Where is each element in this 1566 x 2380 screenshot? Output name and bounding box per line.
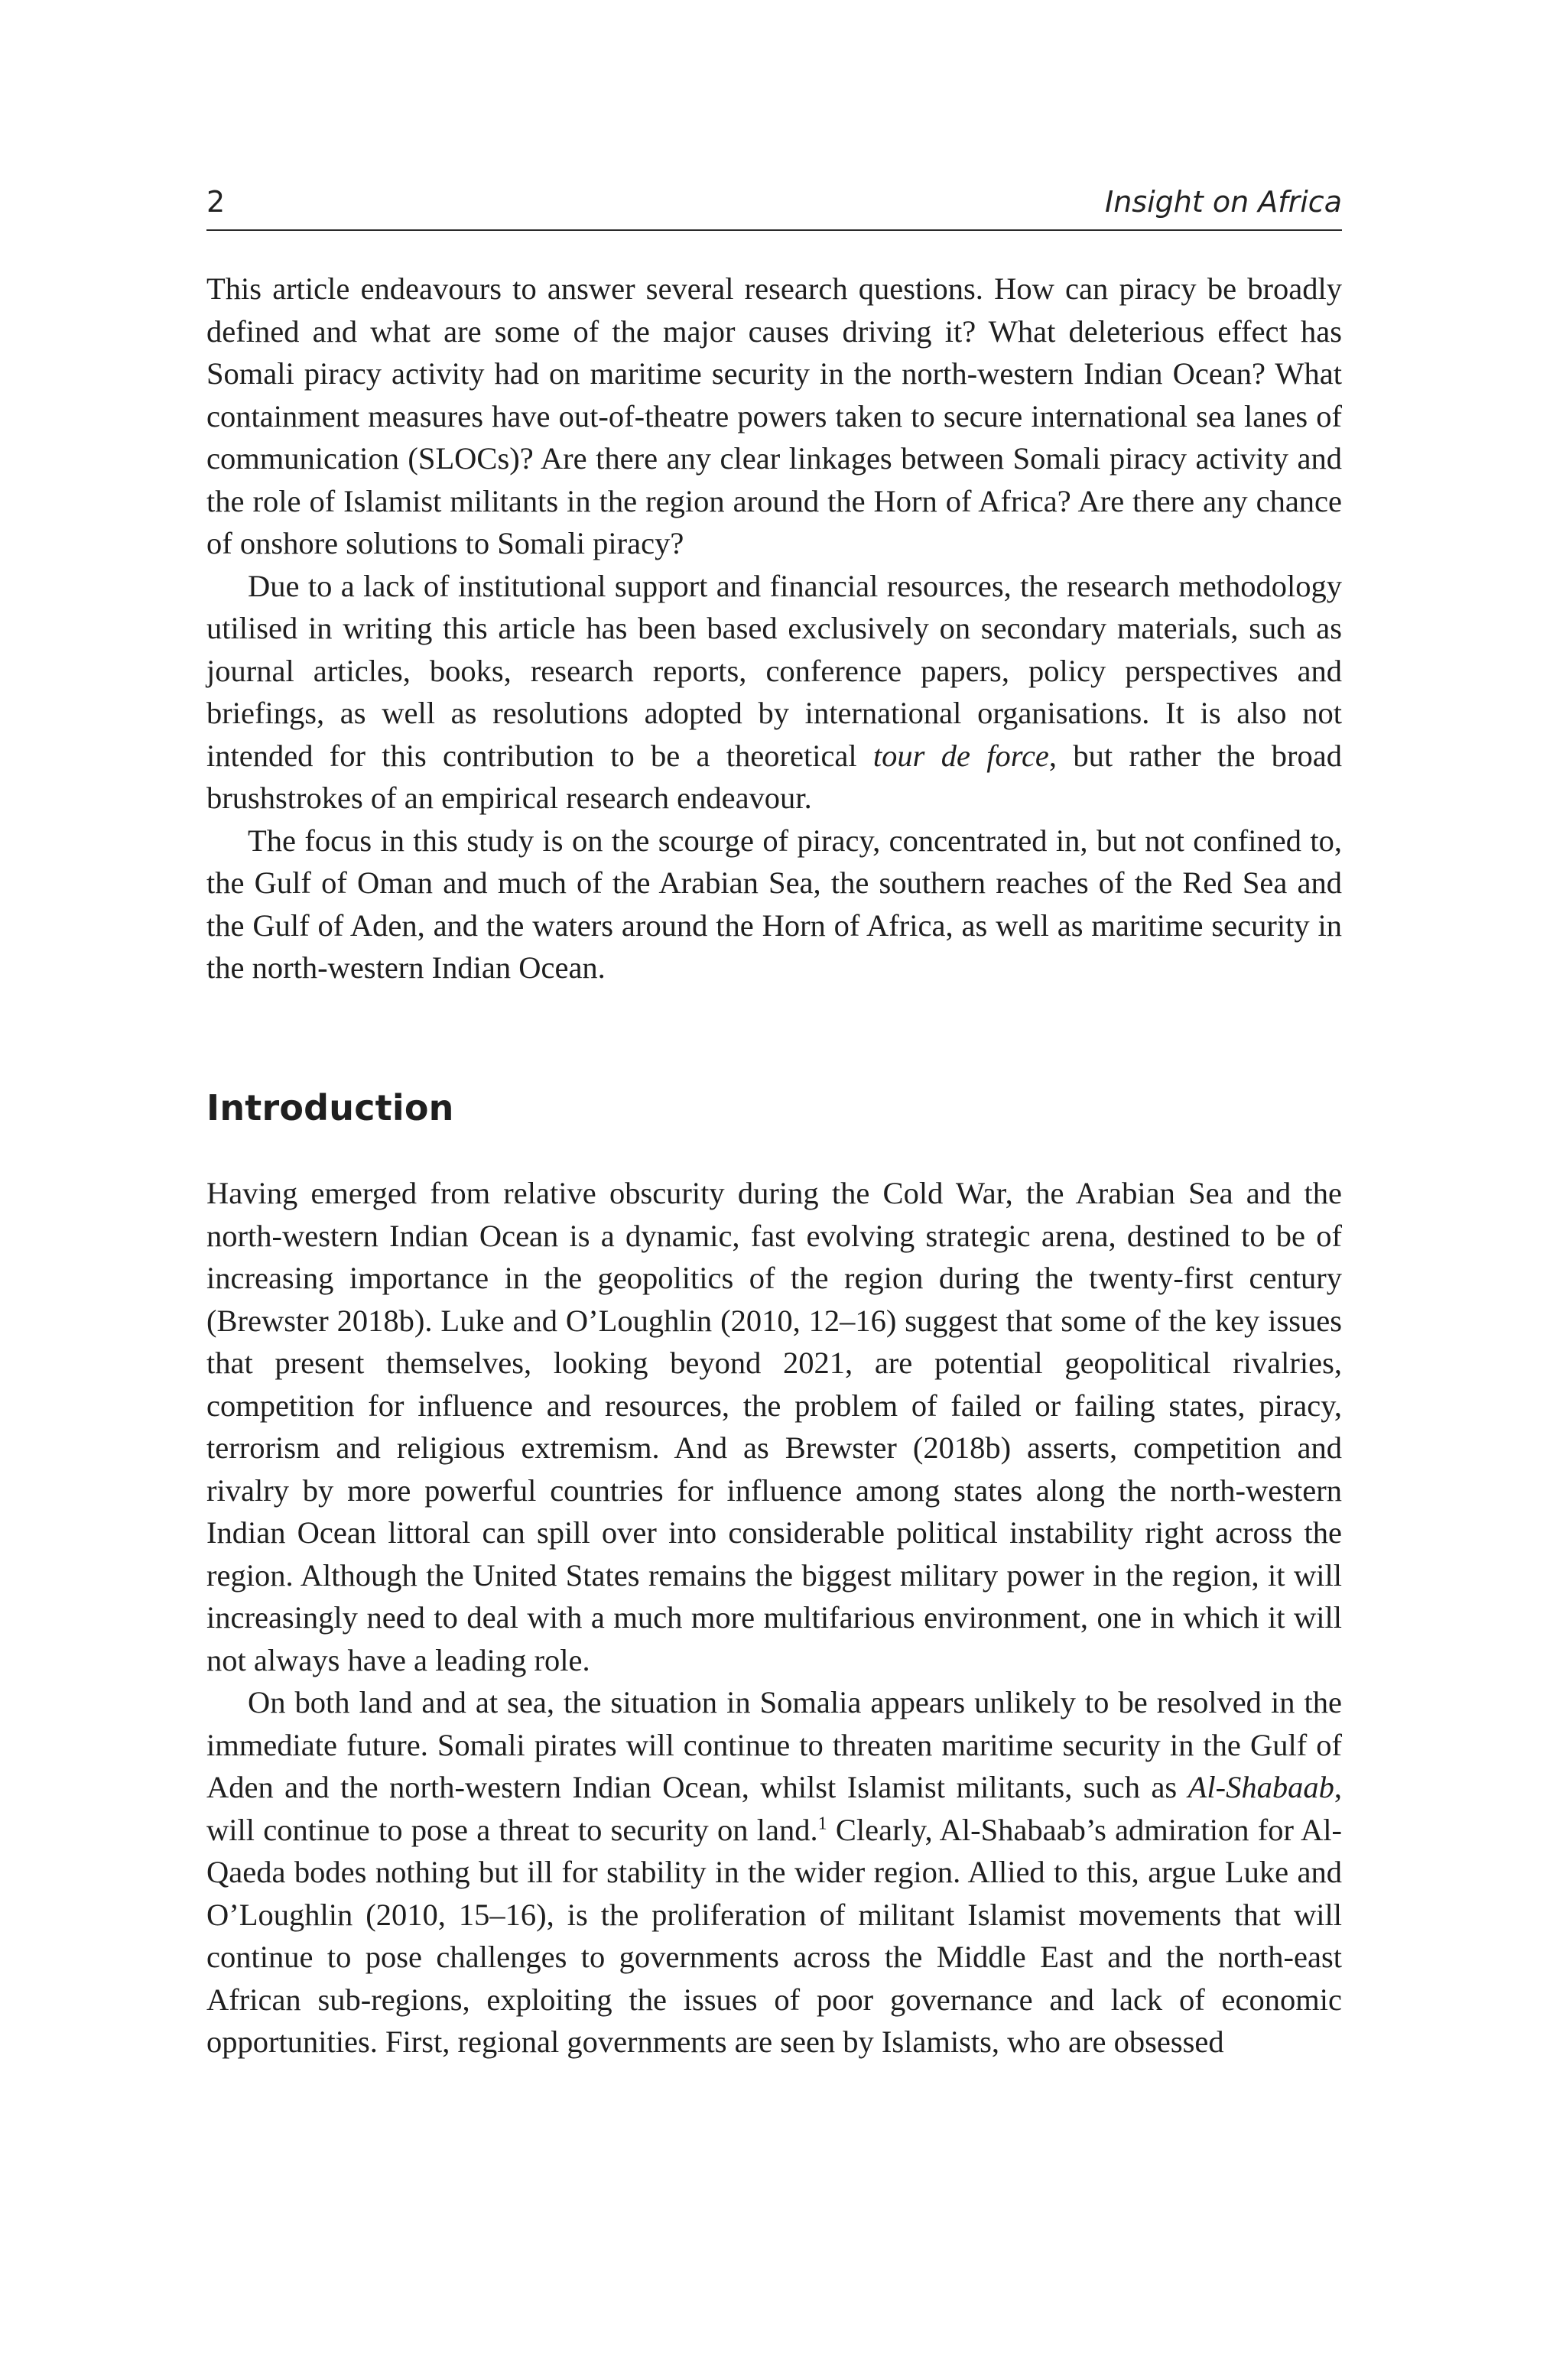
running-header xyxy=(206,183,1342,231)
intro2-text-end: Clearly, Al-Shabaab’s admiration for Al-Qaeda bodes nothing but ill for stability in the wider region. Allied to this, argue Luke and O’Loughlin (2010, 15–16), is the proliferation of militant Islamist movements that will continue to pose challenges to governments across the Middle East and the north-east African sub-regions, exploiting the issues of poor governance and lack of economic opportunities. First, regional governments are seen by Islamists, who are obsessed xyxy=(206,1812,1343,2059)
intro2-text-start: On both land and at sea, the situation in Somalia appears unlikely to be resolved in the immediate future. Somali pirates will continue to threaten maritime security in the Gulf of Aden and the north-western Indian Ocean, whilst Islamist militants, such as xyxy=(206,1685,1342,1804)
paragraph-introduction-2 xyxy=(206,1681,1342,2063)
journal-title: Insight on Africa xyxy=(1105,185,1342,219)
footnote-marker[interactable]: 1 xyxy=(817,1813,827,1833)
page-number: 2 xyxy=(206,185,226,219)
article-body xyxy=(206,268,1342,2063)
paragraph-focus: The focus in this study is on the scourge of piracy, concentrated in, but not confined to, the Gulf of Oman and much of the Arabian Sea, the southern reaches of the Red Sea and the Gulf of Aden, and the waters around the Horn of Africa, as well as maritime security in the north-western Indian Ocean. xyxy=(206,823,1342,985)
intro2-text-middle: , will continue to pose a threat to security on land. xyxy=(206,1770,1342,1847)
methodology-italic-term: tour de force xyxy=(872,738,1049,773)
paragraph-methodology xyxy=(206,565,1342,820)
intro2-italic-term: Al-Shabaab xyxy=(1187,1770,1334,1804)
page xyxy=(206,183,1342,2063)
paragraph-research-questions: This article endeavours to answer several research questions. How can piracy be broadly defined and what are some of the major causes driving it? What deleterious effect has Somali piracy activity had on maritime security in the north-western Indian Ocean? What containment measures have out-of-theatre powers taken to secure international sea lanes of communication (SLOCs)? Are there any clear linkages between Somali piracy activity and the role of Islamist militants in the region around the Horn of Africa? Are there any chance of onshore solutions to Somali piracy? xyxy=(206,271,1342,560)
paragraph-introduction-1: Having emerged from relative obscurity during the Cold War, the Arabian Sea and the north-western Indian Ocean is a dynamic, fast evolving strategic arena, destined to be of increasing importance in the geopolitics of the region during the twenty-first century (Brewster 2018b). Luke and O’Loughlin (2010, 12–16) suggest that some of the key issues that present themselves, looking beyond 2021, are potential geopolitical rivalries, competition for influence and resources, the problem of failed or failing states, piracy, terrorism and religious extremism. And as Brewster (2018b) asserts, competition and rivalry by more powerful countries for influence among states along the north-western Indian Ocean littoral can spill over into considerable political instability right across the region. Although the United States remains the biggest military power in the region, it will increasingly need to deal with a much more multifarious environment, one in which it will not always have a leading role. xyxy=(206,1176,1342,1677)
section-heading-introduction: Introduction xyxy=(206,1086,454,1128)
methodology-text-start: Due to a lack of institutional support and financial resources, the research methodology utilised in writing this article has been based exclusively on secondary materials, such as journal articles, books, research reports, conference papers, policy perspectives and briefings, as well as resolutions adopted by international organisations. It is also not intended for this contribution to be a theoretical xyxy=(206,568,1342,773)
methodology-text-end: , but rather the broad brushstrokes of an empirical research endeavour. xyxy=(206,738,1342,815)
